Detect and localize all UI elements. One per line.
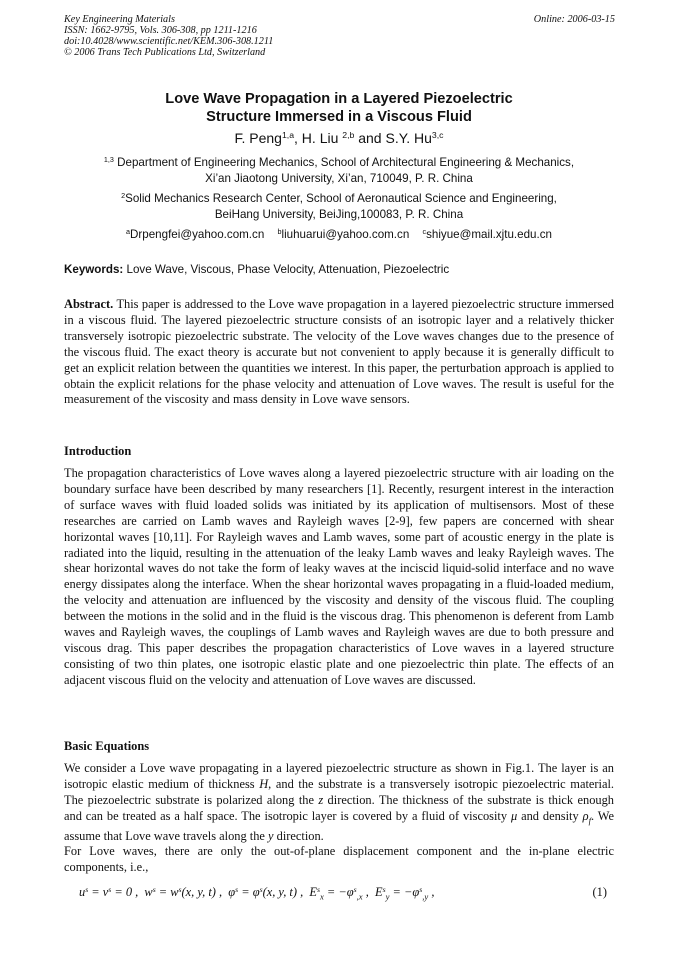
symbol-H: H	[259, 776, 269, 791]
symbol-rho-subscript: f	[588, 815, 591, 826]
keywords-label: Keywords:	[64, 263, 124, 276]
author-2-sup: 2,b	[342, 130, 355, 141]
author-3: and S.Y. Hu	[354, 130, 432, 146]
keywords	[64, 262, 624, 277]
affiliation-1	[0, 155, 678, 187]
affiliation-2	[0, 191, 678, 223]
issn-line: ISSN: 1662-9795, Vols. 306-308, pp 1211-1216	[64, 25, 257, 36]
abstract	[64, 297, 614, 408]
basic-equations-paragraph-2: For Love waves, there are only the out-of-plane displacement component and the in-plane electric components, i.e.,	[64, 844, 614, 874]
affiliation-1-line-2: Xi’an Jiaotong University, Xi’an, 710049, P. R. China	[205, 172, 473, 185]
affiliation-2-line-1: Solid Mechanics Research Center, School of Aeronautical Science and Engineering,	[125, 192, 557, 205]
title-line-2: Structure Immersed in a Viscous Fluid	[206, 109, 472, 125]
symbol-mu: μ	[510, 808, 518, 823]
email-b[interactable]: $^b$liuhuarui@yahoo.com.cn	[277, 227, 410, 241]
equation-1-number: (1)	[592, 885, 607, 899]
title-line-1: Love Wave Propagation in a Layered Piezoelectric	[165, 91, 513, 107]
email-list	[0, 228, 678, 242]
symbol-rho: ρ	[582, 808, 589, 823]
symbol-z: z	[318, 792, 324, 807]
online-date: Online: 2006-03-15	[533, 14, 615, 25]
doi-line: doi:10.4028/www.scientific.net/KEM.306-308.1211	[64, 36, 274, 47]
equation-1-body: $u^s = v^s = 0$ , $w^s = w^s(x$, y, t) , $\varphi^s = \varphi^s(x$, y, t) , $E^s_x = -\varphi^s_{,x}$ , $E^s_y = -\varphi^s_{,y}$ ,	[79, 884, 435, 902]
author-list	[0, 129, 678, 147]
affiliation-1-line-1: Department of Engineering Mechanics, School of Architectural Engineering & Mechanics,	[113, 156, 575, 169]
copyright-line: © 2006 Trans Tech Publications Ltd, Switzerland	[64, 47, 266, 58]
abstract-text: This paper is addressed to the Love wave propagation in a layered piezoelectric structure immersed in a viscous fluid. The layered piezoelectric structure consists of an isotropic layer and a relatively thicker transversely isotropic piezoelectric substrate. The velocity of the Love waves changes due to the presence of the viscous fluid. The exact theory is accurate but not convenient to apply because it is generally difficult to get an explicit relation between the quantities we interest. In this paper, the perturbation approach is applied to obtain the explicit relations for the phase velocity and attenuation of Love waves. The result is useful for the measurement of the viscosity and mass density in Love wave sensors.	[64, 297, 614, 407]
affiliation-2-line-2: BeiHang University, BeiJing,100083, P. R. China	[214, 208, 464, 221]
author-2: , H. Liu	[294, 130, 343, 146]
introduction-text: The propagation characteristics of Love waves along a layered piezoelectric structure with air loading on the boundary surface have been described by many researchers [1]. Recently, resurgent interest in the interaction of surface waves with fluid loaded solids was initiated by its application of multisensors. Most of these researches are carried on Lamb waves and Rayleigh waves [2-9], few papers are concerned with shear horizontal waves [10,11]. For Rayleigh waves and Lamb waves, some part of acoustic energy in the plate is radiated into the liquid, resulting in the attenuation of the leaky Lamb waves and leaky Rayleigh waves. The shear horizontal waves do not take the form of leaky waves at the inciscid liquid-solid interface and no wave energy dissipates along the interface. When the shear horizontal waves propagating in a fluid-loaded medium, the velocity and attenuation are influenced by the viscosity and density of the viscous fluid. The coupling between the motions in the solid and in the fluid is the viscous drag. This phenomenon is deferent from Lamb waves and Rayleigh waves, the couplings of Lamb waves and Rayleigh waves are due to both pressure and viscous drag. This paper describes the propagation characteristics of Love waves in a layered structure consisting of two thin plates, one isotropic elastic plate and one piezoelectric thin plate. The effects of an adjacent viscous fluid on the velocity and attenuation of Love waves are discussed.	[64, 466, 614, 687]
journal-name: Key Engineering Materials	[64, 14, 175, 25]
basic-equations-paragraph-1: We consider a Love wave propagating in a layered piezoelectric structure as shown in Fig.1. The layer is an isotropic elastic medium of thickness H, and the substrate is a transversely isotropic piezoelectric material. The piezoelectric substrate is polarized along the z direction. The thickness of the substrate is thick enough and can be treated as a half space. The isotropic layer is covered by a fluid of viscosity μ and density $\rho_f$. We assume that Love wave travels along the y direction.	[64, 761, 614, 844]
email-a[interactable]: $^a$Drpengfei@yahoo.com.cn	[126, 227, 265, 241]
introduction-heading: Introduction	[64, 444, 132, 458]
affiliation-2-sup: 2	[121, 191, 126, 201]
email-c[interactable]: $^c$shiyue@mail.xjtu.edu.cn	[422, 227, 552, 241]
symbol-y: y	[268, 829, 274, 844]
affiliation-1-sup: 1,3	[103, 155, 114, 165]
journal-header	[64, 14, 273, 58]
equation-1	[79, 884, 607, 904]
basic-equations-heading: Basic Equations	[64, 739, 150, 753]
author-1: F. Peng	[234, 130, 282, 146]
author-1-sup: 1,a	[281, 130, 295, 141]
paper-title	[0, 90, 678, 126]
author-3-sup: 3,c	[431, 130, 444, 141]
keywords-text: Love Wave, Viscous, Phase Velocity, Attenuation, Piezoelectric	[123, 263, 450, 276]
abstract-label: Abstract.	[64, 297, 114, 311]
